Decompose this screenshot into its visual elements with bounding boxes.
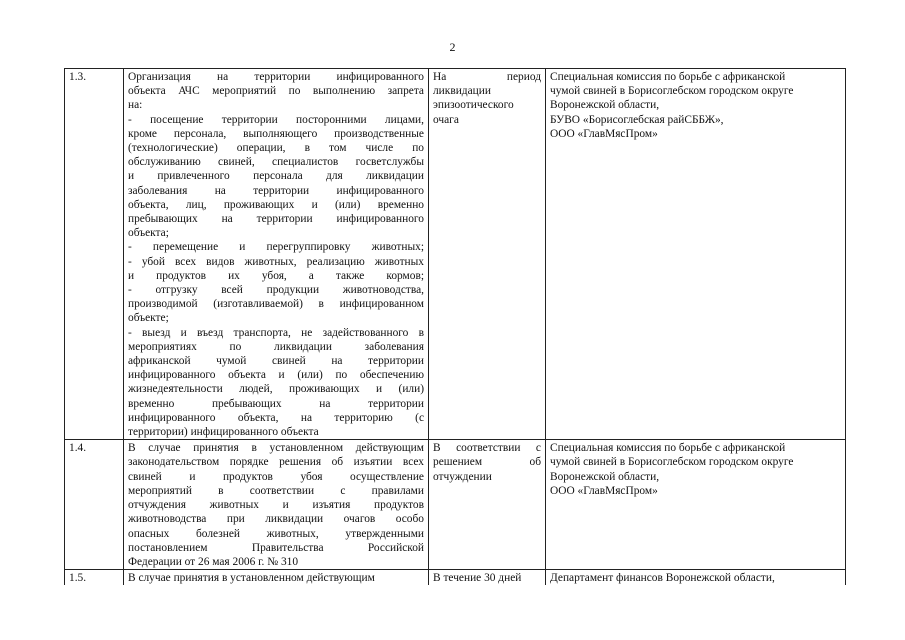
table-row xyxy=(65,570,846,586)
measure-description xyxy=(124,570,429,586)
responsible-line: Департамент финансов Воронежской области, xyxy=(550,572,775,585)
responsible-line: чумой свиней в Борисоглебском городском округе xyxy=(550,85,794,98)
measure-line: производимой (изготавливаемой) в инфицированном xyxy=(128,298,424,311)
row-number: 1.5. xyxy=(65,570,124,586)
deadline-line: На период xyxy=(433,71,541,83)
responsible xyxy=(546,570,846,586)
responsible-line: Воронежской области, xyxy=(550,99,660,112)
measure-line: заболевания на территории инфицированного xyxy=(128,184,424,197)
deadline xyxy=(429,69,546,440)
responsible-line: БУВО «Борисоглебская райСББЖ», xyxy=(550,113,724,126)
measure-line: объекта АЧС мероприятий по выполнению запрета xyxy=(128,85,424,98)
deadline-line: В течение 30 дней xyxy=(433,572,522,585)
measure-line: - перемещение и перегруппировку животных; xyxy=(128,241,424,254)
table-row xyxy=(65,69,846,440)
deadline-line: очага xyxy=(433,113,459,126)
measure-line: объекта, лиц, проживающих и (или) временно xyxy=(128,198,424,211)
responsible-line: Специальная комиссия по борьбе с африканской xyxy=(550,71,786,83)
measure-description xyxy=(124,440,429,570)
deadline xyxy=(429,440,546,570)
measure-line: пребывающих на территории инфицированного xyxy=(128,213,424,226)
measure-line: (технологические) операции, в том числе по xyxy=(128,142,424,155)
responsible xyxy=(546,440,846,570)
measure-line: - убой всех видов животных, реализацию животных xyxy=(128,255,424,268)
deadline xyxy=(429,570,546,586)
responsible-line: чумой свиней в Борисоглебском городском округе xyxy=(550,456,794,469)
page-number: 2 xyxy=(449,40,456,54)
measure-line: законодательством порядке решения об изъятии всех xyxy=(128,456,424,469)
responsible-line: Воронежской области, xyxy=(550,470,660,483)
deadline-line: В соответствии с xyxy=(433,442,541,455)
measure-line: животноводства при ликвидации очагов особо xyxy=(128,513,424,526)
measure-line: жизнедеятельности людей, проживающих и (или) xyxy=(128,383,424,396)
measure-line: Федерации от 26 мая 2006 г. № 310 xyxy=(128,555,299,568)
deadline-line: эпизоотического xyxy=(433,99,514,112)
responsible xyxy=(546,69,846,440)
row-number: 1.3. xyxy=(65,69,124,440)
measure-line: В случае принятия в установленном действующим xyxy=(128,572,375,585)
measure-line: мероприятиях по ликвидации заболевания xyxy=(128,340,424,353)
measure-line: объекта; xyxy=(128,227,169,240)
measure-line: территории) инфицированного объекта xyxy=(128,426,319,439)
measure-line: временно пребывающих на территории xyxy=(128,397,424,410)
measure-line: - посещение территории посторонними лицами, xyxy=(128,113,424,126)
measure-line: объекте; xyxy=(128,312,169,325)
deadline-line: отчуждении xyxy=(433,470,492,483)
measure-line: инфицированного объекта, на территорию (с xyxy=(128,411,424,424)
measure-line: и продуктов их убоя, а также кормов; xyxy=(128,269,424,282)
measure-line: В случае принятия в установленном действующим xyxy=(128,442,424,455)
measure-line: - отгрузку всей продукции животноводства, xyxy=(128,284,424,297)
deadline-line: ликвидации xyxy=(433,85,491,98)
measure-line: африканской чумой свиней на территории xyxy=(128,355,424,368)
responsible-line: ООО «ГлавМясПром» xyxy=(550,484,658,497)
measure-line: - выезд и въезд транспорта, не задействованного в xyxy=(128,326,424,339)
measure-line: свиней и продуктов убоя осуществление xyxy=(128,470,424,483)
measure-line: опасных болезней животных, утвержденными xyxy=(128,527,424,540)
measure-line: инфицированного объекта и (или) по обеспечению xyxy=(128,369,424,382)
row-number: 1.4. xyxy=(65,440,124,570)
measure-line: постановлением Правительства Российской xyxy=(128,541,424,554)
measure-line: мероприятий в соответствии с правилами xyxy=(128,484,424,497)
measure-line: обслуживанию свиней, специалистов госветслужбы xyxy=(128,156,424,169)
responsible-line: ООО «ГлавМясПром» xyxy=(550,127,658,140)
measure-line: и привлеченного персонала для ликвидации xyxy=(128,170,424,183)
measure-line: Организация на территории инфицированного xyxy=(128,71,424,83)
deadline-line: решением об xyxy=(433,456,541,469)
responsible-line: Специальная комиссия по борьбе с африканской xyxy=(550,442,786,455)
measure-description xyxy=(124,69,429,440)
measures-table xyxy=(64,68,846,585)
measure-line: на: xyxy=(128,99,143,112)
table-row xyxy=(65,440,846,570)
measure-line: отчуждения животных и изъятия продуктов xyxy=(128,499,424,512)
measure-line: кроме персонала, выполняющего производственные xyxy=(128,127,424,140)
